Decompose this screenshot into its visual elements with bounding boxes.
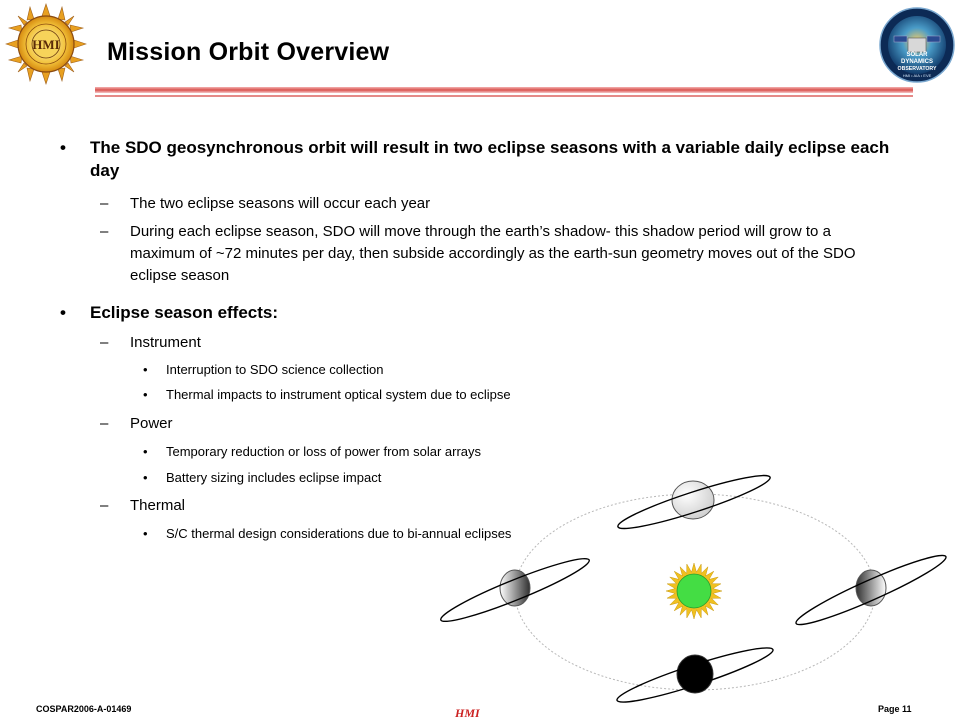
- hmi-logo: [4, 2, 88, 86]
- sub-bullet-thermal-text: Thermal: [130, 497, 186, 514]
- footer-hmi-logo: HMI: [455, 706, 480, 720]
- orbit-diagram: [430, 460, 960, 705]
- instrument-item-text: Thermal impacts to instrument optical system due to eclipse: [166, 387, 511, 402]
- dash-marker: –: [100, 334, 109, 351]
- bullet-marker: •: [143, 362, 148, 377]
- sub-bullet-seasons-text: The two eclipse seasons will occur each year: [130, 195, 431, 212]
- sdo-logo-line-3: OBSERVATORY: [897, 66, 937, 72]
- power-item-text: Temporary reduction or loss of power from solar arrays: [166, 444, 482, 459]
- bullet-orbit-text: The SDO geosynchronous orbit will result in two eclipse seasons with a variable daily eclipse each day: [90, 138, 890, 180]
- sdo-logo-footer: HMI • AIA • EVE: [902, 73, 932, 78]
- bullet-effects-text: Eclipse season effects:: [90, 303, 279, 322]
- dash-marker: –: [100, 415, 109, 432]
- bullet-marker: •: [143, 470, 148, 485]
- sdo-logo-line-1: SOLAR: [906, 52, 928, 58]
- bullet-marker: •: [143, 444, 148, 459]
- bullet-marker: •: [60, 303, 66, 322]
- dash-marker: –: [100, 497, 109, 514]
- dash-marker: –: [100, 223, 109, 240]
- sun-icon: [666, 563, 722, 619]
- earth-bottom: [614, 640, 776, 705]
- earth-top: [615, 468, 773, 536]
- earth-right: [792, 548, 950, 633]
- footer-doc-id: COSPAR2006-A-01469: [36, 704, 132, 714]
- power-item-text: Battery sizing includes eclipse impact: [166, 470, 382, 485]
- hmi-logo-text: HMI: [32, 37, 60, 52]
- sub-bullet-shadow-text: During each eclipse season, SDO will move through the earth’s shadow- this shadow period will grow to a maximum of ~72 minutes per day, then subside accordingly as the earth-sun geometry moves out of the SDO eclipse season: [130, 223, 856, 284]
- earth-left: [437, 551, 593, 629]
- bullet-marker: •: [60, 138, 66, 157]
- footer-page-number: Page 11: [878, 704, 912, 714]
- sdo-logo: [878, 6, 956, 84]
- dash-marker: –: [100, 195, 109, 212]
- bullet-marker: •: [143, 526, 148, 541]
- bullet-marker: •: [143, 387, 148, 402]
- sub-bullet-power-text: Power: [130, 415, 173, 432]
- title-underline: [95, 82, 913, 102]
- sub-bullet-instrument-text: Instrument: [130, 334, 201, 351]
- page-title: Mission Orbit Overview: [107, 38, 390, 66]
- instrument-item-text: Interruption to SDO science collection: [166, 362, 384, 377]
- sdo-logo-line-2: DYNAMICS: [900, 59, 934, 65]
- thermal-item-text: S/C thermal design considerations due to bi-annual eclipses: [166, 526, 512, 541]
